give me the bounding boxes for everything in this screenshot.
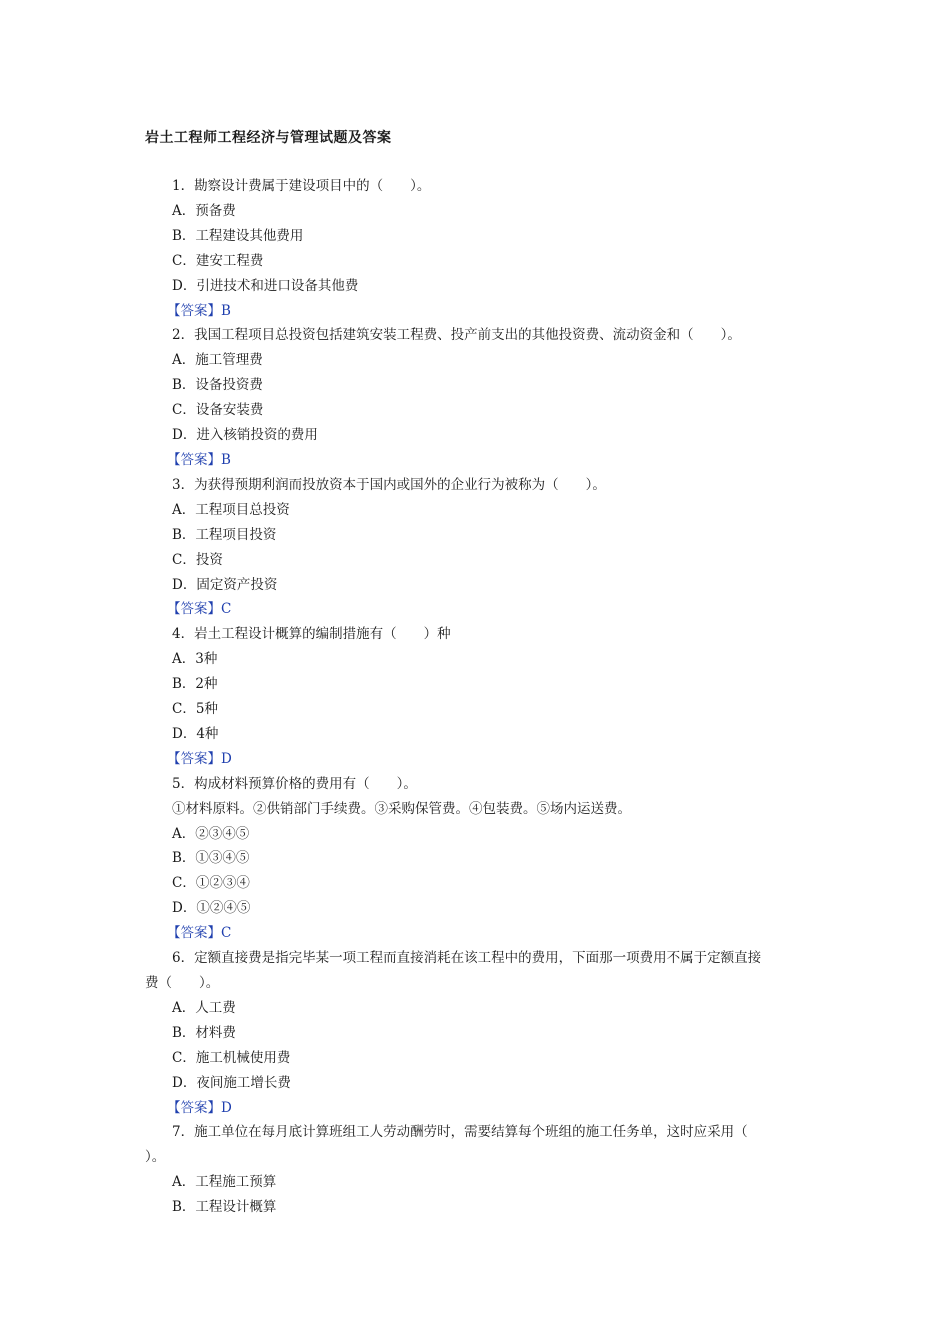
question-2-stem: 2．我国工程项目总投资包括建筑安装工程费、投产前支出的其他投资费、流动资金和（ ）。 <box>172 327 741 344</box>
question-5-option-b: B．①③④⑤ <box>172 850 250 867</box>
question-2-option-d: D．进入核销投资的费用 <box>172 427 318 444</box>
question-1-option-a: A．预备费 <box>172 202 236 219</box>
question-4-option-c: C．5种 <box>172 701 218 718</box>
question-4-option-a: A．3种 <box>172 651 218 668</box>
question-3-stem: 3．为获得预期利润而投放资本于国内或国外的企业行为被称为（ ）。 <box>172 476 606 493</box>
question-1-option-c: C．建安工程费 <box>172 252 264 269</box>
question-3-option-b: B．工程项目投资 <box>172 526 277 543</box>
question-1-answer: 【答案】B <box>167 302 231 319</box>
question-7-stem: 7．施工单位在每月底计算班组工人劳动酬劳时，需要结算每个班组的施工任务单，这时应采用（ <box>172 1124 748 1141</box>
question-5-answer: 【答案】C <box>167 925 232 942</box>
question-6-option-b: B．材料费 <box>172 1024 236 1041</box>
question-1-stem: 1．勘察设计费属于建设项目中的（ ）。 <box>172 178 431 194</box>
question-3-option-a: A．工程项目总投资 <box>172 501 290 518</box>
question-4-option-b: B．2种 <box>172 676 218 693</box>
question-3-answer: 【答案】C <box>167 601 232 618</box>
question-2-option-c: C．设备安装费 <box>172 402 264 419</box>
question-7-option-b: B．工程设计概算 <box>172 1199 277 1216</box>
question-2-answer: 【答案】B <box>167 451 231 468</box>
question-7-stem-continued: ）。 <box>145 1149 166 1166</box>
question-5-stem: 5．构成材料预算价格的费用有（ ）。 <box>172 775 417 792</box>
question-3-option-c: C．投资 <box>172 551 223 568</box>
question-2-option-b: B．设备投资费 <box>172 377 263 394</box>
question-4-option-d: D．4种 <box>172 725 219 742</box>
question-6-option-c: C．施工机械使用费 <box>172 1049 291 1066</box>
question-3-option-d: D．固定资产投资 <box>172 576 278 593</box>
question-5-option-a: A．②③④⑤ <box>172 825 250 842</box>
question-7-option-a: A．工程施工预算 <box>172 1174 277 1191</box>
question-6-option-a: A．人工费 <box>172 999 236 1016</box>
question-4-answer: 【答案】D <box>167 750 232 767</box>
question-6-stem-continued: 费（ ）。 <box>145 975 220 991</box>
question-1-option-d: D．引进技术和进口设备其他费 <box>172 277 359 294</box>
question-6-option-d: D．夜间施工增长费 <box>172 1074 291 1091</box>
question-5-option-c: C．①②③④ <box>172 875 250 892</box>
question-6-answer: 【答案】D <box>167 1099 232 1116</box>
question-1-option-b: B．工程建设其他费用 <box>172 227 304 244</box>
document-title: 岩土工程师工程经济与管理试题及答案 <box>145 130 392 146</box>
question-list <box>145 174 805 1220</box>
question-5-note: ①材料原料。②供销部门手续费。③采购保管费。④包装费。⑤场内运送费。 <box>172 800 631 817</box>
question-4-stem: 4．岩土工程设计概算的编制措施有（ ）种 <box>172 626 451 643</box>
question-2-option-a: A．施工管理费 <box>172 352 263 369</box>
question-5-option-d: D．①②④⑤ <box>172 900 251 917</box>
question-6-stem: 6．定额直接费是指完毕某一项工程而直接消耗在该工程中的费用，下面那一项费用不属于定额直接 <box>172 950 762 967</box>
